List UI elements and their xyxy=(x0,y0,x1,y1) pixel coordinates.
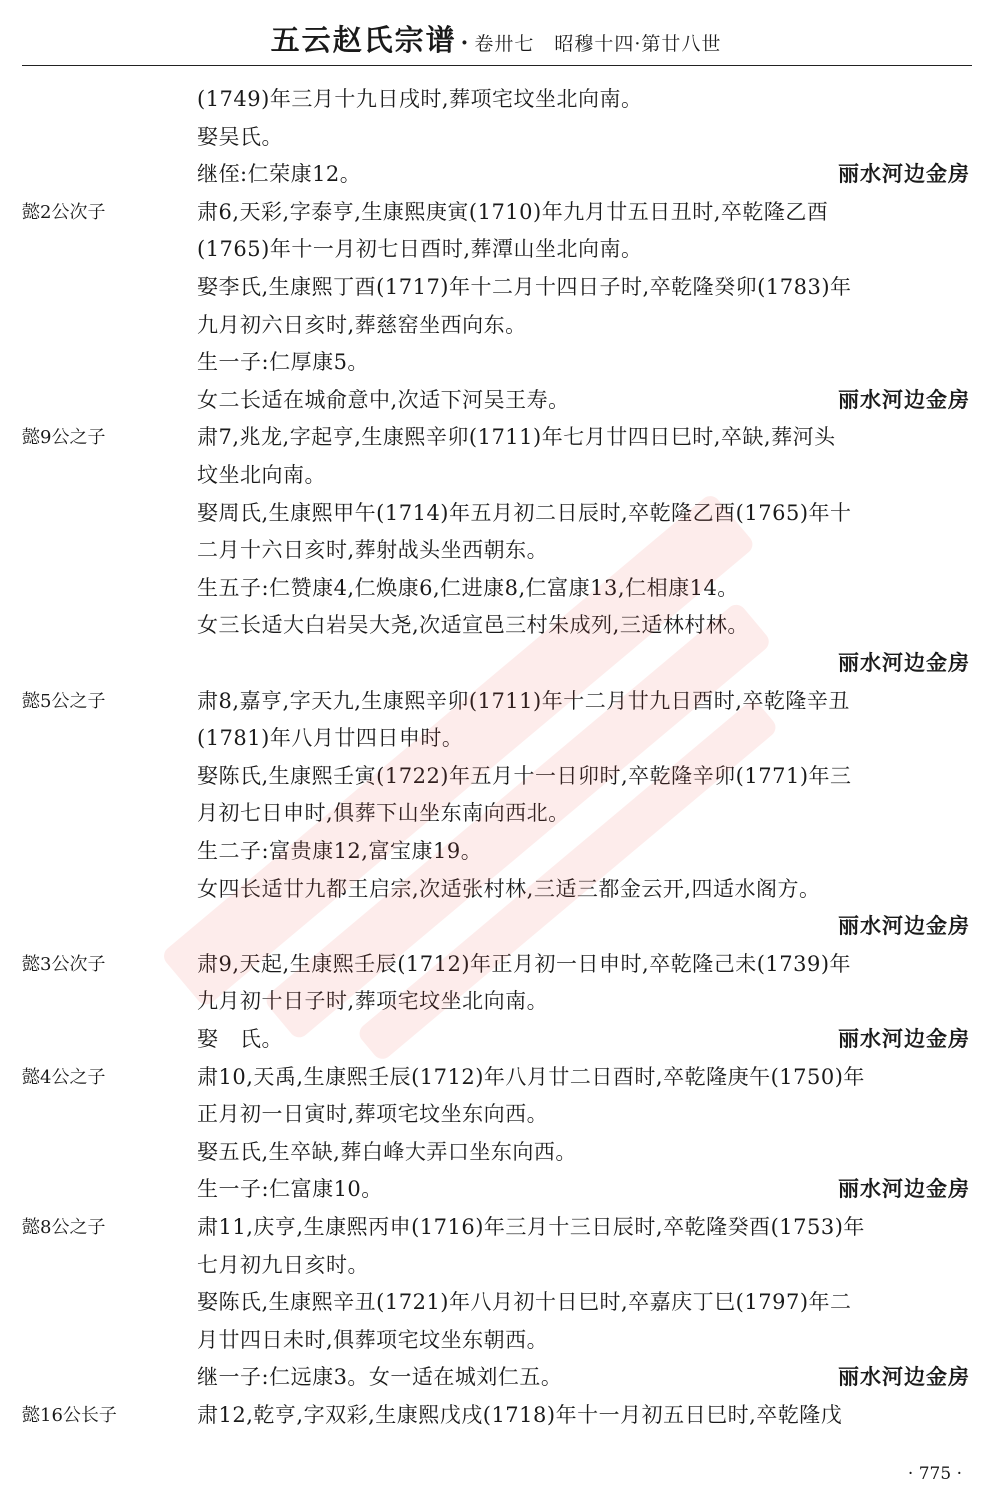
page-number: · 775 · xyxy=(907,1464,962,1484)
entry-text: (1781)年八月廿四日申时。 xyxy=(197,726,464,751)
entry-line xyxy=(0,758,992,795)
entry-line xyxy=(0,1171,992,1208)
book-title: 五云赵氏宗谱 xyxy=(270,23,457,57)
generation-label: 懿5公之子 xyxy=(22,690,106,712)
entry-text: (1765)年十一月初七日酉时,葬潭山坐北向南。 xyxy=(197,237,643,262)
header-rule xyxy=(22,65,972,66)
branch-label: 丽水河边金房 xyxy=(838,1027,970,1051)
entry-line xyxy=(0,1021,992,1058)
header-separator: · xyxy=(460,30,469,56)
entry-text: 娶周氏,生康熙甲午(1714)年五月初二日辰时,卒乾隆乙酉(1765)年十 xyxy=(197,500,852,525)
branch-label: 丽水河边金房 xyxy=(838,162,970,187)
entry-line xyxy=(0,81,992,118)
entry-line xyxy=(0,607,992,644)
entry-line xyxy=(0,983,992,1020)
entry-text: 月初七日申时,俱葬下山坐东南向西北。 xyxy=(197,801,570,826)
entry-line xyxy=(0,1209,992,1246)
entry-line xyxy=(0,419,992,456)
generation-label: 懿8公之子 xyxy=(22,1217,106,1238)
entry-text: 肃9,天起,生康熙壬辰(1712)年正月初一日申时,卒乾隆己未(1739)年 xyxy=(197,951,852,976)
entry-line xyxy=(0,683,992,720)
entry-text: 肃12,乾亨,字双彩,生康熙戊戌(1718)年十一月初五日巳时,卒乾隆戊 xyxy=(197,1403,843,1427)
entry-line xyxy=(0,1059,992,1096)
entry-text: 九月初十日子时,葬项宅坟坐北向南。 xyxy=(197,989,549,1014)
entry-text: 娶李氏,生康熙丁酉(1717)年十二月十四日子时,卒乾隆癸卯(1783)年 xyxy=(197,275,852,299)
entry-text: 肃8,嘉亨,字天九,生康熙辛卯(1711)年十二月廿九日酉时,卒乾隆辛丑 xyxy=(197,688,850,713)
entry-line xyxy=(0,908,992,945)
entry-line xyxy=(0,156,992,193)
branch-label: 丽水河边金房 xyxy=(838,914,970,939)
generation-label: 懿16公长子 xyxy=(22,1405,117,1426)
entry-text: 娶吴氏。 xyxy=(197,124,283,149)
entry-text: (1749)年三月十九日戌时,葬项宅坟坐北向南。 xyxy=(197,87,643,111)
entry-line xyxy=(0,1322,992,1359)
entry-text: 二月十六日亥时,葬射战头坐西朝东。 xyxy=(197,538,549,563)
entry-line xyxy=(0,1359,992,1396)
entry-line xyxy=(0,231,992,268)
entry-line xyxy=(0,645,992,682)
entry-line xyxy=(0,1247,992,1284)
entry-line xyxy=(0,720,992,757)
entry-line xyxy=(0,344,992,381)
entry-line xyxy=(0,1134,992,1171)
entry-text: 女四长适廿九都王启宗,次适张村林,三适三都金云开,四适水阁方。 xyxy=(197,876,821,901)
branch-label: 丽水河边金房 xyxy=(838,1365,970,1390)
entry-line xyxy=(0,307,992,344)
entry-line xyxy=(0,532,992,569)
entry-line xyxy=(0,382,992,419)
entry-text: 娶五氏,生卒缺,葬白峰大弄口坐东向西。 xyxy=(197,1139,577,1164)
entry-line xyxy=(0,795,992,832)
entry-line xyxy=(0,1397,992,1434)
page-header xyxy=(0,18,992,59)
entry-text: 女三长适大白岩吴大尧,次适宣邑三村朱成列,三适林村林。 xyxy=(197,613,749,638)
entry-line xyxy=(0,495,992,532)
entry-text: 七月初九日亥时。 xyxy=(197,1252,369,1277)
entry-text: 肃11,庆亨,生康熙丙申(1716)年三月十三日辰时,卒乾隆癸酉(1753)年 xyxy=(197,1215,865,1239)
branch-label: 丽水河边金房 xyxy=(838,1177,970,1202)
entry-line xyxy=(0,269,992,306)
entry-text: 娶陈氏,生康熙辛丑(1721)年八月初十日巳时,卒嘉庆丁巳(1797)年二 xyxy=(197,1290,852,1315)
entry-text: 肃6,天彩,字泰亨,生康熙庚寅(1710)年九月廿五日丑时,卒乾隆乙酉 xyxy=(197,199,829,224)
generation-label: 懿4公之子 xyxy=(22,1066,106,1088)
entry-text: 生二子:富贵康12,富宝康19。 xyxy=(197,839,483,863)
branch-label: 丽水河边金房 xyxy=(838,651,970,675)
entry-text: 正月初一日寅时,葬项宅坟坐东向西。 xyxy=(197,1102,549,1127)
entry-text: 生一子:仁富康10。 xyxy=(197,1177,383,1202)
entry-text: 继侄:仁荣康12。 xyxy=(197,162,362,187)
entry-text: 坟坐北向南。 xyxy=(197,463,326,487)
entry-line xyxy=(0,194,992,231)
entry-text: 月廿四日未时,俱葬项宅坟坐东朝西。 xyxy=(197,1327,549,1352)
generation-label: 懿2公次子 xyxy=(22,201,106,223)
entry-text: 娶陈氏,生康熙壬寅(1722)年五月十一日卯时,卒乾隆辛卯(1771)年三 xyxy=(197,763,852,788)
entry-text: 女二长适在城俞意中,次适下河吴王寿。 xyxy=(197,387,570,412)
entry-line xyxy=(0,119,992,156)
volume-subtitle: 卷卅七 昭穆十四·第廿八世 xyxy=(474,33,722,55)
branch-label: 丽水河边金房 xyxy=(838,387,970,412)
entry-text: 娶 氏。 xyxy=(197,1027,283,1051)
entry-line xyxy=(0,871,992,908)
entry-text: 生一子:仁厚康5。 xyxy=(197,350,369,375)
generation-label: 懿9公之子 xyxy=(22,427,106,449)
entry-line xyxy=(0,570,992,607)
generation-label: 懿3公次子 xyxy=(22,953,106,975)
entry-text: 九月初六日亥时,葬慈窑坐西向东。 xyxy=(197,312,527,337)
entry-text: 肃10,天禹,生康熙壬辰(1712)年八月廿二日酉时,卒乾隆庚午(1750)年 xyxy=(197,1064,865,1089)
entry-text: 肃7,兆龙,字起亨,生康熙辛卯(1711)年七月廿四日巳时,卒缺,葬河头 xyxy=(197,425,836,450)
entry-line xyxy=(0,833,992,870)
entry-text: 生五子:仁赞康4,仁焕康6,仁进康8,仁富康13,仁相康14。 xyxy=(197,575,739,600)
entry-text: 继一子:仁远康3。女一适在城刘仁五。 xyxy=(197,1365,563,1390)
entry-line xyxy=(0,946,992,983)
entry-line xyxy=(0,1284,992,1321)
entry-line xyxy=(0,457,992,494)
entry-line xyxy=(0,1096,992,1133)
